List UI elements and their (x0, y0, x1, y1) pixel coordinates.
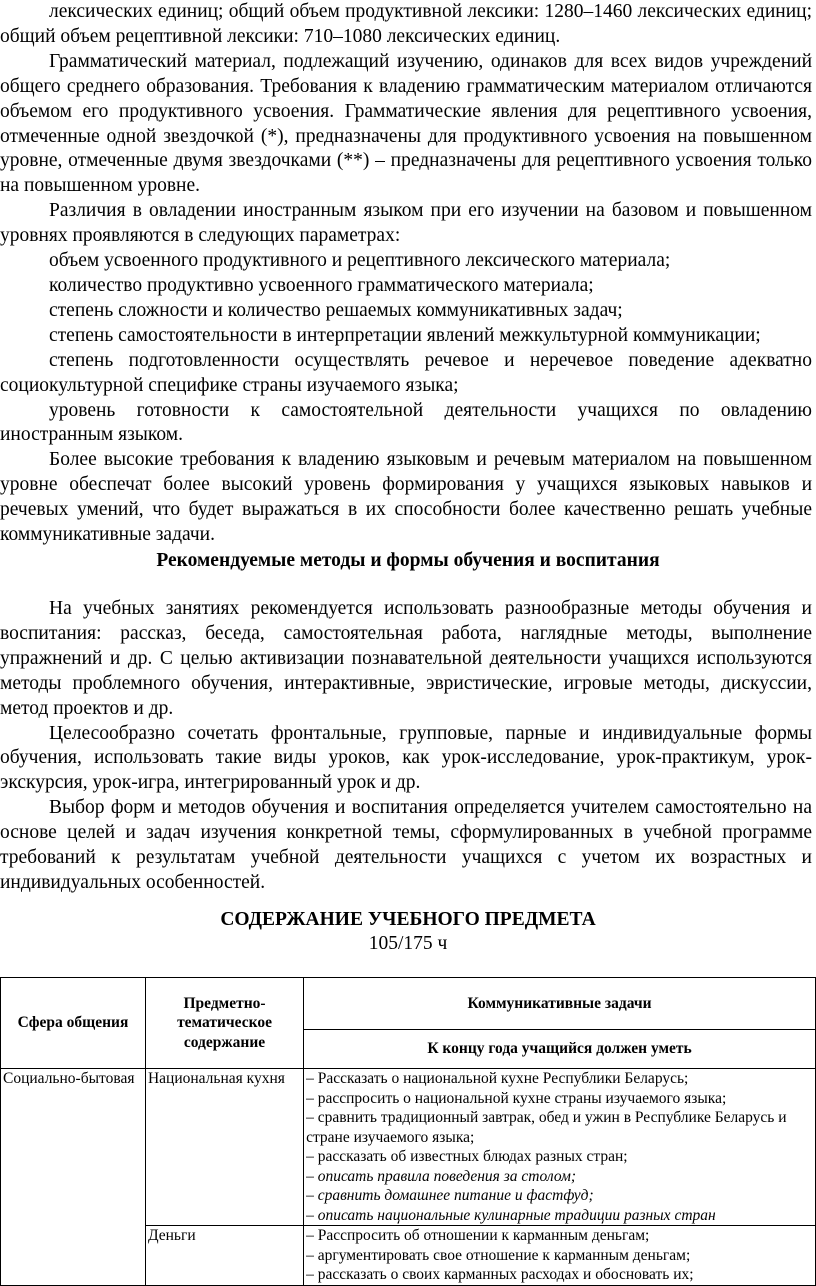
parameter-item: количество продуктивно усвоенного грамматического материала; (49, 274, 594, 296)
cell-tasks (304, 1069, 816, 1226)
cell-tasks (304, 1226, 816, 1286)
paragraph-differences: Различия в овладении иностранным языком при его изучении на базовом и повышенном уровнях проявляются в следующих параметрах: (0, 200, 812, 247)
task-item: – рассказать о своих карманных расходах и обосновать их; (306, 1266, 694, 1283)
intro-section (0, 0, 814, 548)
parameter-item: уровень готовности к самостоятельной деятельности учащихся по овладению иностранным языком. (0, 399, 812, 446)
methods-paragraph: Выбор форм и методов обучения и воспитания определяется учителем самостоятельно на основе целей и задач изучения конкретной темы, сформулированных в учебной программе требований к результатам учебной деятельности учащихся с учетом их возрастных и индивидуальных особенностей. (0, 797, 812, 893)
cell-topic: Национальная кухня (145, 1069, 303, 1226)
cell-topic: Деньги (145, 1226, 303, 1286)
parameter-item: степень самостоятельности в интерпретации явлений межкультурной коммуникации; (49, 324, 761, 346)
methods-section (0, 597, 814, 896)
content-hours: 105/175 ч (368, 933, 448, 954)
task-item: – сравнить традиционный завтрак, обед и ужин в Республике Беларусь и стране изучаемого языка; (306, 1109, 787, 1146)
parameter-item: объем усвоенного продуктивного и рецептивного лексического материала; (49, 250, 671, 272)
task-item: – рассказать об известных блюдах разных стран; (306, 1148, 628, 1165)
cell-sphere: Социально-бытовая (1, 1069, 146, 1286)
header-content: Предметно-тематическое содержание (145, 978, 303, 1069)
parameter-item: степень подготовленности осуществлять речевое и неречевое поведение адекватно социокультурной специфике страны изучаемого языка; (0, 349, 812, 396)
methods-paragraph: Целесообразно сочетать фронтальные, групповые, парные и индивидуальные формы обучения, использовать такие виды уроков, как урок-исследование, урок-практикум, урок-экскурсия, урок-игра, интегрированный урок и др. (0, 722, 812, 794)
parameter-item: степень сложности и количество решаемых коммуникативных задач; (49, 299, 623, 321)
header-tasks: Коммуникативные задачи (304, 978, 816, 1030)
task-item: – расспросить о национальной кухне страны изучаемого языка; (306, 1089, 727, 1107)
task-item-advanced: – сравнить домашнее питание и фастфуд; (306, 1187, 594, 1204)
content-title: СОДЕРЖАНИЕ УЧЕБНОГО ПРЕДМЕТА (220, 909, 596, 930)
paragraph-grammar: Грамматический материал, подлежащий изучению, одинаков для всех видов учреждений общего среднего образования. Требования к владению грамматическим материалом отличаются объемом его продуктивного усвоения. Грамматические явления для рецептивного усвоения, отмеченные одной звездочкой (*), предназначены для продуктивного усвоения на повышенном уровне, отмеченные двумя звездочками (**) – предназначены для рецептивного усвоения только на повышенном уровне. (0, 50, 812, 197)
task-item: – Рассказать о национальной кухне Республики Беларусь; (306, 1070, 689, 1087)
paragraph-lexicon: лексических единиц; общий объем продуктивной лексики: 1280–1460 лексических единиц; общий объем рецептивной лексики: 710–1080 лексических единиц. (0, 1, 812, 47)
header-tasks-sub: К концу года учащийся должен уметь (304, 1030, 816, 1069)
task-item: – Расспросить об отношении к карманным деньгам; (306, 1227, 650, 1244)
header-sphere: Сфера общения (1, 978, 146, 1069)
methods-heading-wrap (0, 549, 816, 574)
methods-heading: Рекомендуемые методы и формы обучения и воспитания (156, 550, 660, 571)
content-title-wrap (0, 908, 816, 956)
content-table (0, 977, 816, 1286)
task-item: – аргументировать свое отношение к карманным деньгам; (306, 1246, 691, 1264)
task-item-advanced: – описать правила поведения за столом; (306, 1167, 577, 1185)
paragraph-closing: Более высокие требования к владению языковым и речевым материалом на повышенном уровне обеспечат более высокий уровень формирования у учащихся языковых навыков и речевых умений, что будет выражаться в их способности более качественно решать учебные коммуникативные задачи. (0, 449, 812, 546)
methods-paragraph: На учебных занятиях рекомендуется использовать разнообразные методы обучения и воспитания: рассказ, беседа, самостоятельная работа, наглядные методы, выполнение упражнений и др. С целью активизации познавательной деятельности учащихся используются методы проблемного обучения, интерактивные, эвристические, игровые методы, дискуссии, метод проектов и др. (0, 598, 812, 719)
task-item-advanced: – описать национальные кулинарные традиции разных стран (306, 1206, 716, 1224)
